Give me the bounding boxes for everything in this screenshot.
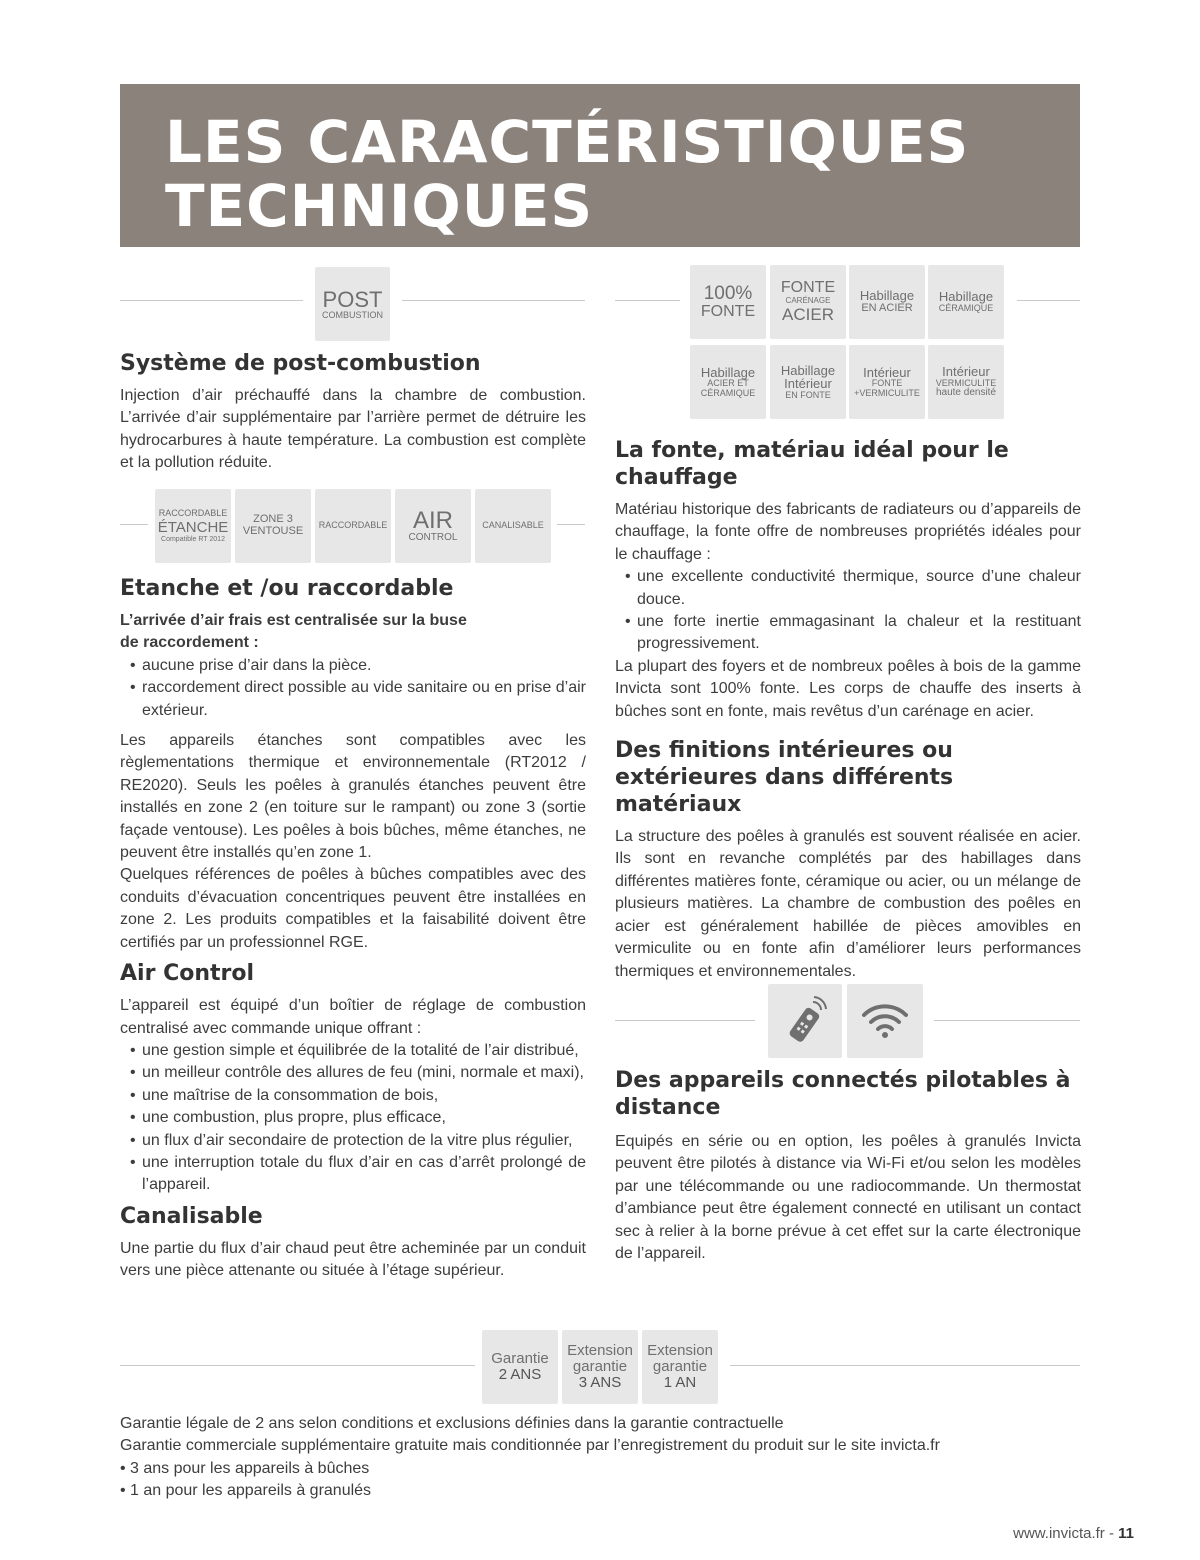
air-control-badge [395, 489, 471, 563]
badge-text: Intérieur [942, 364, 990, 380]
connectes-section [615, 1067, 1081, 1265]
fonte-100-badge [690, 265, 766, 339]
badge-text: VERMICULITE [935, 377, 997, 388]
wifi-icon [847, 984, 923, 1058]
page-footer [1013, 1525, 1134, 1542]
badge-text: garantie [572, 1358, 628, 1376]
list-item: • 1 an pour les appareils à granulés [120, 1480, 1080, 1502]
section-text: Injection d’air préchauffé dans la chambre de combustion. L’arrivée d’air supplémentaire par l’arrière permet de détruire les hydrocarbures à haute température. La combustion est complète et la pollution réduite. [120, 387, 586, 472]
zone3-ventouse-badge [235, 489, 311, 563]
badge-text: Extension [647, 1342, 713, 1360]
section-text: Equipés en série ou en option, les poêles à granulés Invicta peuvent être pilotés à distance via Wi-Fi et/ou selon les modèles par une télécommande ou une radiocommande. Un thermostat d’ambiance peut être également connecté en utilisant un contact sec à relier à la borne prévue à cet effet sur la carte électronique de l’appareil. [615, 1133, 1081, 1263]
divider [120, 524, 148, 525]
section-text: Une partie du flux d’air chaud peut être acheminée par un conduit vers une pièce attenante ou située à l’étage supérieur. [120, 1239, 586, 1280]
interieur-vermiculite-badge [928, 345, 1004, 419]
badge-text: POST [322, 286, 383, 312]
divider [934, 1020, 1080, 1021]
extension-3-ans-badge [562, 1330, 638, 1404]
badge-text: +VERMICULITE [854, 387, 920, 398]
badge-text: Extension [567, 1342, 633, 1360]
section-text: La plupart des foyers et de nombreux poêles à bois de la gamme Invicta sont 100% fonte. Les corps de chauffe des inserts à bûches sont en fonte, mais revêtus d’un carénage en acier. [615, 657, 1081, 720]
habillage-acier-badge [849, 265, 925, 339]
list-item: • un flux d’air secondaire de protection de la vitre plus régulier, [120, 1130, 586, 1152]
list-item: • une maîtrise de la consommation de bois, [120, 1085, 586, 1107]
post-combustion-section [120, 350, 586, 475]
divider [120, 300, 303, 301]
list-item: • une forte inertie emmagasinant la chaleur et la restituant progressivement. [615, 611, 1081, 656]
badge-text: Intérieur [863, 364, 911, 380]
page-title-line1: LES CARACTÉRISTIQUES [165, 108, 970, 176]
section-title: Système de post-combustion [120, 351, 481, 376]
badge-text: CANALISABLE [482, 520, 544, 531]
fonte-carenage-acier-badge [770, 265, 846, 339]
section-text: Les appareils étanches sont compatibles avec les règlementations thermique et environnementale (RT2012 / RE2020). Seuls les poêles à granulés étanches peuvent être installés en zone 2 (en toiture sur le rampant) ou zone 3 (sortie façade ventouse). Les poêles à bois bûches, même étanches, ne peuvent être installés qu’en zone 1. [120, 732, 586, 862]
badge-text: Intérieur [784, 376, 832, 392]
list-item: • une excellente conductivité thermique, source d’une chaleur douce. [615, 566, 1081, 611]
badge-text: ÉTANCHE [157, 519, 229, 537]
badge-text: FONTE [780, 279, 836, 297]
badge-text: ACIER [782, 304, 834, 324]
badge-text: Garantie [491, 1350, 549, 1368]
bullet-list [120, 1040, 586, 1197]
divider [615, 1020, 755, 1021]
section-title: Des appareils connectés pilotables à distance [615, 1068, 1071, 1120]
badge-text: RACCORDABLE [318, 520, 388, 531]
badge-text: CONTROL [408, 532, 458, 544]
list-item: • une combustion, plus propre, plus efficace, [120, 1107, 586, 1129]
badge-text: 3 ANS [578, 1373, 622, 1391]
section-text: La structure des poêles à granulés est souvent réalisée en acier. Ils sont en revanche complétés par des habillages dans différentes matières fonte, céramique ou acier, ou un mélange de plusieurs matières. La chambre de combustion des poêles en acier est généralement habillée de pièces amovibles en vermiculite ou en fonte afin d’améliorer leurs performances thermiques et environnementales. [615, 828, 1081, 980]
footer-website-link[interactable]: www.invicta.fr [1013, 1525, 1105, 1542]
page-title-line2: TECHNIQUES [165, 172, 594, 240]
habillage-ceramique-badge [928, 265, 1004, 339]
list-item: • une interruption totale du flux d’air en cas d’arrêt prolongé de l’appareil. [120, 1152, 586, 1197]
divider [615, 300, 680, 301]
habillage-acier-ceramique-badge [690, 345, 766, 419]
list-item: • un meilleur contrôle des allures de feu (mini, normale et maxi), [120, 1062, 586, 1084]
remote-control-icon [768, 984, 842, 1058]
badge-text: 100% [703, 282, 753, 304]
section-title: Etanche et /ou raccordable [120, 576, 454, 601]
bullet-list [120, 655, 586, 722]
badge-text: Habillage [938, 289, 994, 305]
title-banner [120, 84, 1080, 247]
badge-text: ZONE 3 [253, 513, 293, 526]
divider [557, 524, 585, 525]
badge-text: garantie [652, 1358, 708, 1376]
badge-text: CÉRAMIQUE [938, 303, 994, 314]
badge-text: ACIER ET [707, 378, 749, 389]
badge-text: EN FONTE [785, 389, 831, 400]
etanche-section [120, 575, 586, 1283]
badge-text: FONTE [871, 378, 903, 389]
badge-text: Habillage [780, 362, 836, 378]
badge-text: CÉRAMIQUE [700, 387, 756, 398]
list-item: • 3 ans pour les appareils à bûches [120, 1458, 1080, 1480]
section-text: L’appareil est équipé d’un boîtier de réglage de combustion centralisé avec commande unique offrant : [120, 997, 586, 1037]
badge-text: Habillage [859, 288, 915, 304]
badge-text: AIR [412, 507, 453, 535]
bullet-list [615, 566, 1081, 656]
list-item: • raccordement direct possible au vide sanitaire ou en prise d’air extérieur. [120, 677, 586, 722]
divider [402, 300, 585, 301]
badge-text: VENTOUSE [242, 525, 304, 537]
section-title: Des finitions intérieures ou extérieures dans différents matériaux [615, 738, 954, 818]
divider [730, 1365, 1080, 1366]
list-item: • aucune prise d’air dans la pièce. [120, 655, 586, 677]
extension-1-an-badge [642, 1330, 718, 1404]
page-number: 11 [1118, 1525, 1134, 1542]
list-item: • une gestion simple et équilibrée de la totalité de l’air distribué, [120, 1040, 586, 1062]
badge-text: Habillage [700, 364, 756, 380]
garantie-text: Garantie commerciale supplémentaire gratuite mais conditionnée par l’enregistrement du produit sur le site invicta.fr [120, 1437, 940, 1455]
badge-text: FONTE [700, 302, 756, 320]
page-title [165, 110, 969, 238]
divider [1017, 300, 1080, 301]
garantie-2-ans-badge [482, 1330, 558, 1404]
badge-text: CARÉNAGE [785, 296, 831, 306]
habillage-interieur-fonte-badge [770, 345, 846, 419]
badge-text: 1 AN [663, 1373, 697, 1391]
badge-text: RACCORDABLE [158, 507, 228, 518]
section-title: La fonte, matériau idéal pour le chauffage [615, 438, 1009, 490]
raccordable-etanche-badge [155, 489, 231, 563]
post-combustion-badge [315, 267, 390, 341]
badge-text: haute densité [935, 387, 997, 399]
badge-text: EN ACIER [861, 302, 913, 315]
fonte-section [615, 437, 1081, 983]
badge-text: 2 ANS [498, 1366, 542, 1383]
raccordable-badge [315, 489, 391, 563]
bullet-list [120, 1458, 1080, 1503]
badge-text: Compatible RT 2012 [161, 535, 225, 543]
divider [120, 1365, 475, 1366]
section-title: Air Control [120, 961, 255, 987]
section-text: Matériau historique des fabricants de radiateurs ou d’appareils de chauffage, la fonte offre de nombreuses propriétés idéales pour le chauffage : [615, 501, 1081, 563]
garantie-text: Garantie légale de 2 ans selon conditions et exclusions définies dans la garantie contractuelle [120, 1415, 784, 1432]
section-text: Quelques références de poêles à bûches compatibles avec des conduits d’évacuation concentriques peuvent être installées en zone 2. Les produits compatibles et la faisabilité doivent être certifiés par un professionnel RGE. [120, 866, 586, 951]
footer-separator: - [1104, 1525, 1119, 1542]
canalisable-badge [475, 489, 551, 563]
badge-text: COMBUSTION [321, 309, 383, 320]
section-lead: L’arrivée d’air frais est centralisée sur la buse de raccordement : [120, 612, 467, 652]
interieur-fonte-vermiculite-badge [849, 345, 925, 419]
garantie-section [120, 1413, 1080, 1503]
section-title: Canalisable [120, 1203, 263, 1229]
